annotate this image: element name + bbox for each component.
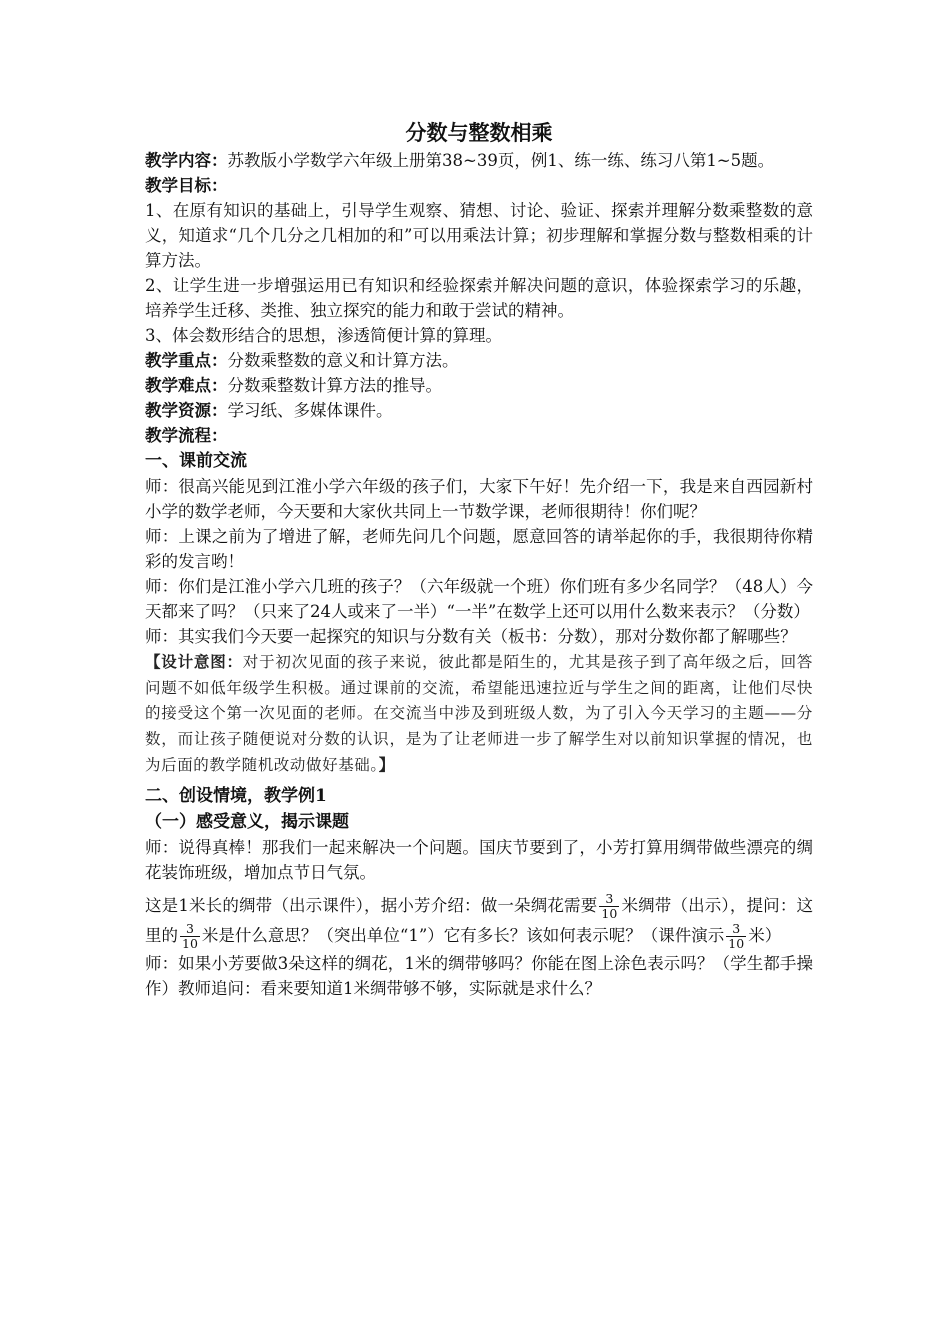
design-end: 】 xyxy=(378,755,395,774)
section-1-heading: 一、课前交流 xyxy=(145,451,247,471)
text-segment: 这是1米长的绸带（出示课件），据小芳介绍：做一朵绸花需要 xyxy=(145,895,598,915)
content-paragraph xyxy=(145,148,813,173)
content-label: 教学内容： xyxy=(145,151,228,170)
design-label: 【设计意图： xyxy=(145,652,243,671)
fraction-denominator: 10 xyxy=(601,905,618,921)
section-2-heading: 二、创设情境，教学例1 xyxy=(145,785,327,806)
goal-3: 3、体会数形结合的思想，渗透简便计算的算理。 xyxy=(145,326,502,345)
fraction-three-tenths xyxy=(180,922,200,951)
section-1-paragraph-4: 师：其实我们今天要一起探究的知识与分数有关（板书：分数），那对分数你都了解哪些？ xyxy=(145,627,797,646)
goal-1: 1、在原有知识的基础上，引导学生观察、猜想、讨论、验证、探索并理解分数乘整数的意义，知道求“几个几分之几相加的和”可以用乘法计算；初步理解和掌握分数与整数相乘的计算方法。 xyxy=(145,201,813,270)
section-2-paragraph-3: 师：如果小芳要做3朵这样的绸花，1米的绸带够吗？你能在图上涂色表示吗？（学生都手操作）教师追问：看来要知道1米绸带够不够，实际就是求什么？ xyxy=(145,953,813,998)
design-text: 对于初次见面的孩子来说，彼此都是陌生的，尤其是孩子到了高年级之后，回答问题不如低年级学生积极。通过课前的交流，希望能迅速拉近与学生之间的距离，让他们尽快的接受这个第一次见面的老师。在交流当中涉及到班级人数，为了引入今天学习的主题——分数，而让孩子随便说对分数的认识，是为了让老师进一步了解学生对以前知识掌握的情况，也为后面的教学随机改动做好基础。 xyxy=(145,653,813,774)
fraction-denominator: 10 xyxy=(728,935,745,951)
text-segment: 米） xyxy=(748,925,782,945)
resource-label: 教学资源： xyxy=(145,401,228,420)
fraction-numerator: 3 xyxy=(599,892,619,907)
document-page xyxy=(145,118,813,1001)
section-1-paragraph-1: 师：很高兴能见到江淮小学六年级的孩子们，大家下午好！先介绍一下，我是来自西园新村小学的数学老师，今天要和大家伙共同上一节数学课，老师很期待！你们呢？ xyxy=(145,477,813,521)
section-2-paragraph-2 xyxy=(145,891,813,951)
resources xyxy=(145,398,813,423)
text-segment: 米是什么意思？（突出单位“1”）它有多长？该如何表示呢？（课件演示 xyxy=(201,925,725,945)
fraction-numerator: 3 xyxy=(180,922,200,937)
section-2-paragraph-1: 师：说得真棒！那我们一起来解决一个问题。国庆节要到了，小芳打算用绸带做些漂亮的绸花装饰班级，增加点节日气氛。 xyxy=(145,837,813,882)
section-1-paragraph-2: 师：上课之前为了增进了解，老师先问几个问题，愿意回答的请举起你的手，我很期待你精彩的发言哟！ xyxy=(145,527,813,571)
text-segment: 米绸带（出示），提问：这里的 xyxy=(145,895,814,945)
difficulty-text: 分数乘整数计算方法的推导。 xyxy=(227,376,442,395)
document-title: 分数与整数相乘 xyxy=(405,120,553,145)
subsection-1-heading: （一）感受意义，揭示课题 xyxy=(145,811,349,832)
key-points xyxy=(145,348,813,373)
design-intent xyxy=(145,649,813,779)
key-text: 分数乘整数的意义和计算方法。 xyxy=(227,351,459,370)
fraction-three-tenths xyxy=(726,922,746,951)
key-label: 教学重点： xyxy=(145,351,228,370)
fraction-numerator: 3 xyxy=(726,922,746,937)
goals-label: 教学目标： xyxy=(145,176,228,195)
flow-label: 教学流程： xyxy=(145,426,228,445)
content-text: 苏教版小学数学六年级上册第38~39页，例1、练一练、练习八第1~5题。 xyxy=(227,151,775,170)
goal-2: 2、让学生进一步增强运用已有知识和经验探索并解决问题的意识，体验探索学习的乐趣，培养学生迁移、类推、独立探究的能力和敢于尝试的精神。 xyxy=(145,276,813,320)
difficulty xyxy=(145,373,813,398)
difficulty-label: 教学难点： xyxy=(145,376,228,395)
fraction-denominator: 10 xyxy=(182,935,198,951)
fraction-three-tenths xyxy=(599,892,619,921)
resource-text: 学习纸、多媒体课件。 xyxy=(227,401,393,420)
section-1-paragraph-3: 师：你们是江淮小学六几班的孩子？（六年级就一个班）你们班有多少名同学？（48人）今天都来了吗？（只来了24人或来了一半）“一半”在数学上还可以用什么数来表示？（分数） xyxy=(145,577,813,621)
